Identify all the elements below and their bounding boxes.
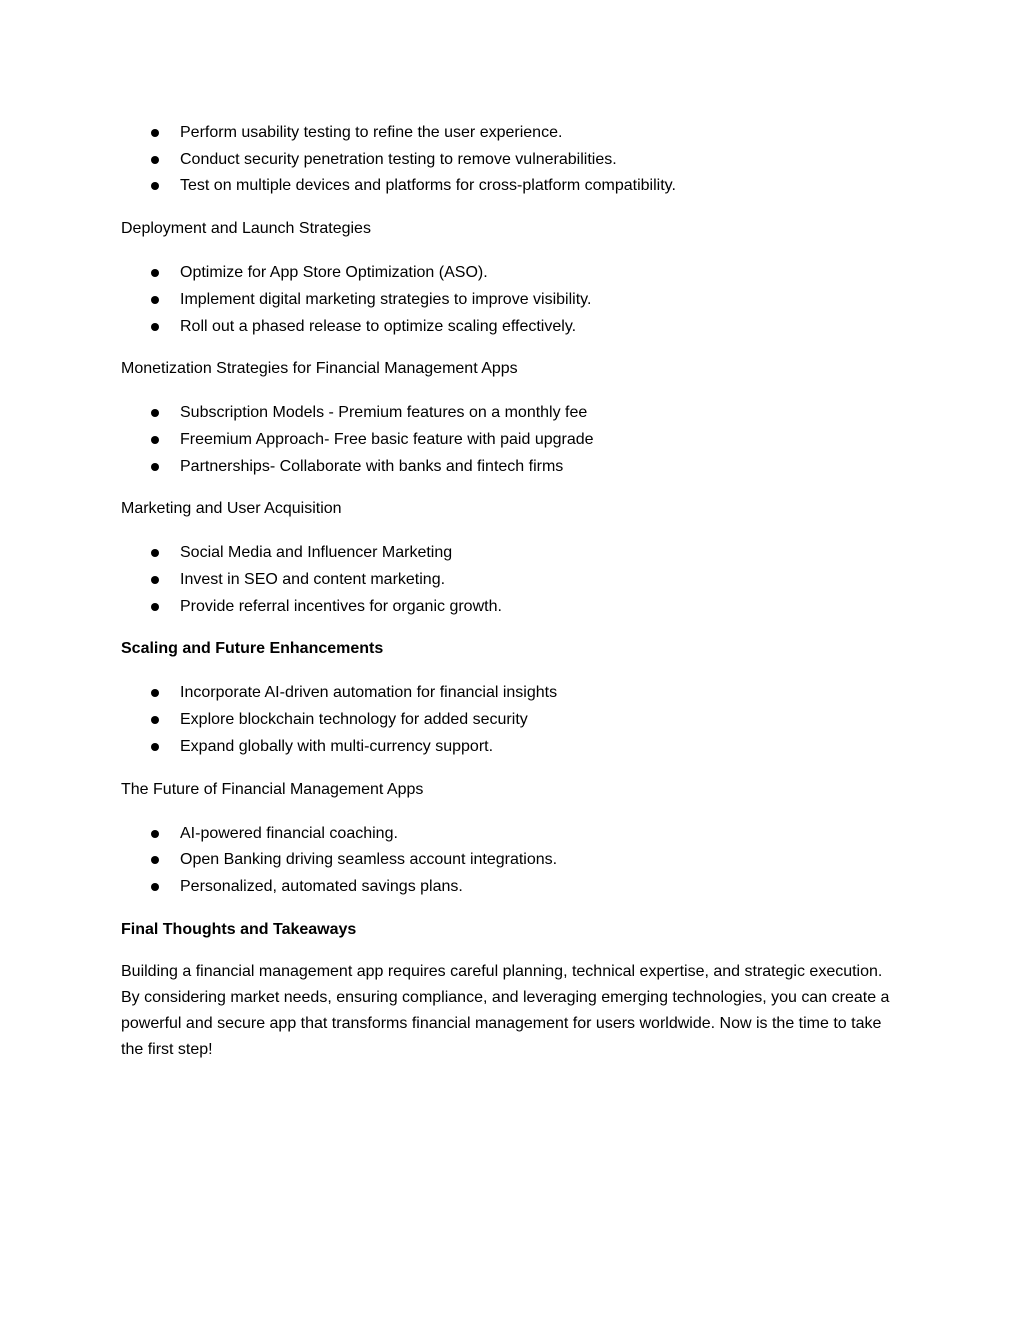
spacer — [121, 943, 901, 959]
section-heading-monetization: Monetization Strategies for Financial Management Apps — [121, 360, 518, 378]
bullet-icon — [151, 269, 159, 277]
bullet-icon — [151, 156, 159, 164]
final-paragraph: Building a financial management app requires careful planning, technical expertise, and strategic execution. By considering market needs, ensuring compliance, and leveraging emerging technologies, you can create a powerful and secure app that transforms financial management for users worldwide. Now is the time to take the first step! — [121, 962, 890, 1058]
bullet-icon — [151, 830, 159, 838]
spacer — [121, 761, 901, 777]
section-heading-final: Final Thoughts and Takeaways — [121, 920, 357, 938]
bullet-list-testing — [121, 120, 901, 200]
list-item-text: Explore blockchain technology for added security — [180, 711, 528, 729]
section-heading-deployment: Deployment and Launch Strategies — [121, 220, 371, 238]
bullet-icon — [151, 463, 159, 471]
bullet-icon — [151, 436, 159, 444]
document-content — [121, 120, 901, 1063]
list-item — [121, 680, 901, 707]
bullet-list-future — [121, 821, 901, 901]
list-item-text: Subscription Models - Premium features on a monthly fee — [180, 404, 588, 422]
bullet-list-monetization — [121, 400, 901, 480]
list-item-text: Expand globally with multi-currency support. — [180, 737, 494, 755]
section-heading-scaling: Scaling and Future Enhancements — [121, 640, 384, 658]
spacer — [121, 200, 901, 216]
list-item — [121, 707, 901, 734]
list-item-text: Open Banking driving seamless account integrations. — [180, 851, 558, 869]
bullet-icon — [151, 716, 159, 724]
bullet-icon — [151, 856, 159, 864]
list-item-text: Social Media and Influencer Marketing — [180, 544, 453, 562]
list-item — [121, 173, 901, 200]
list-item — [121, 147, 901, 174]
list-item — [121, 287, 901, 314]
list-item — [121, 821, 901, 848]
spacer — [121, 901, 901, 917]
bullet-icon — [151, 296, 159, 304]
list-item — [121, 874, 901, 901]
list-item — [121, 567, 901, 594]
list-item — [121, 260, 901, 287]
spacer — [121, 662, 901, 680]
bullet-list-marketing — [121, 540, 901, 620]
list-item — [121, 540, 901, 567]
list-item-text: Conduct security penetration testing to remove vulnerabilities. — [180, 150, 617, 168]
list-item-text: Optimize for App Store Optimization (ASO). — [180, 264, 488, 282]
bullet-list-scaling — [121, 680, 901, 760]
list-item-text: Freemium Approach- Free basic feature with paid upgrade — [180, 430, 594, 448]
spacer — [121, 242, 901, 260]
section-heading-future: The Future of Financial Management Apps — [121, 780, 424, 798]
list-item — [121, 427, 901, 454]
list-item-text: Roll out a phased release to optimize scaling effectively. — [180, 317, 577, 335]
list-item-text: Provide referral incentives for organic growth. — [180, 597, 502, 615]
bullet-list-deployment — [121, 260, 901, 340]
bullet-icon — [151, 549, 159, 557]
list-item-text: Partnerships- Collaborate with banks and fintech firms — [180, 457, 564, 475]
list-item-text: Incorporate AI-driven automation for financial insights — [180, 684, 558, 702]
list-item-text: Implement digital marketing strategies to improve visibility. — [180, 290, 592, 308]
spacer — [121, 340, 901, 356]
list-item-text: Perform usability testing to refine the user experience. — [180, 124, 563, 141]
section-heading-marketing: Marketing and User Acquisition — [121, 500, 342, 518]
spacer — [121, 522, 901, 540]
list-item — [121, 120, 901, 147]
list-item-text: Test on multiple devices and platforms for cross-platform compatibility. — [180, 177, 676, 195]
bullet-icon — [151, 323, 159, 331]
bullet-icon — [151, 182, 159, 190]
bullet-icon — [151, 743, 159, 751]
bullet-icon — [151, 409, 159, 417]
bullet-icon — [151, 576, 159, 584]
spacer — [121, 382, 901, 400]
list-item — [121, 594, 901, 621]
spacer — [121, 620, 901, 636]
list-item — [121, 400, 901, 427]
list-item — [121, 734, 901, 761]
list-item-text: Personalized, automated savings plans. — [180, 877, 463, 895]
bullet-icon — [151, 883, 159, 891]
list-item-text: Invest in SEO and content marketing. — [180, 571, 446, 589]
spacer — [121, 803, 901, 821]
list-item — [121, 847, 901, 874]
bullet-icon — [151, 603, 159, 611]
list-item — [121, 314, 901, 341]
bullet-icon — [151, 689, 159, 697]
spacer — [121, 480, 901, 496]
list-item-text: AI-powered financial coaching. — [180, 824, 398, 842]
bullet-icon — [151, 129, 159, 137]
list-item — [121, 454, 901, 481]
